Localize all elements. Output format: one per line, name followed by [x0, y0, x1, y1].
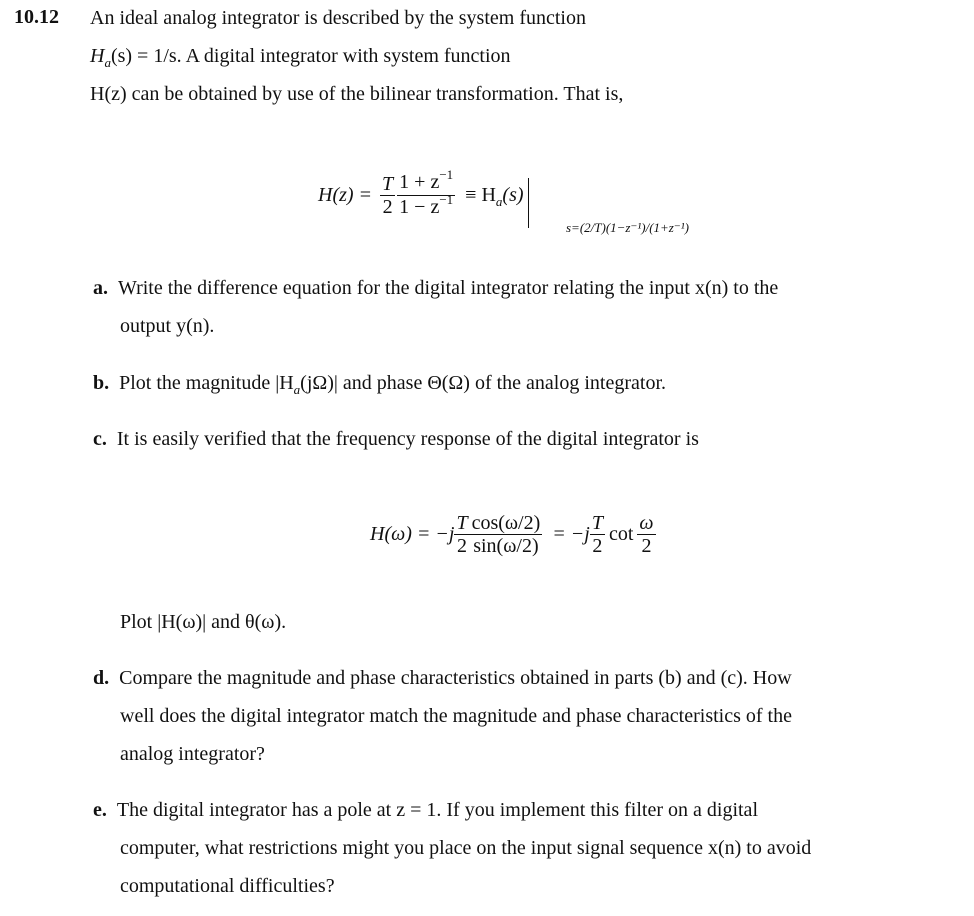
eq1-equiv-text: ≡ H [465, 183, 496, 206]
eq2-lhs: H(ω) = −j [370, 523, 455, 545]
eq2-f4-num: ω [639, 512, 654, 534]
eq1-frac-z [397, 166, 455, 220]
eq2-cot: cot [608, 523, 634, 545]
eq1-equiv-sub: a [495, 193, 503, 209]
part-c-label: c. [93, 428, 107, 450]
eq1-frac2-den: 1 − z [399, 195, 440, 218]
part-e-line-2: computer, what restrictions might you place on the input signal sequence x(n) to avoid [120, 837, 812, 859]
part-d-line-1 [93, 666, 792, 690]
eq1-lhs: H(z) = [318, 183, 373, 206]
eq1-equiv [465, 184, 523, 207]
intro-line-2 [90, 44, 511, 70]
eq2-frac-t2 [454, 512, 469, 557]
part-e-line-3: computational difficulties? [120, 875, 335, 897]
part-d-text-1: Compare the magnitude and phase characteristics obtained in parts (b) and (c). How [119, 667, 792, 689]
part-e-text-1: The digital integrator has a pole at z = 1. If you implement this filter on a digital [116, 799, 758, 821]
part-b-post: (jΩ)| and phase Θ(Ω) of the analog integrator. [300, 372, 667, 394]
intro-func: H [90, 45, 105, 67]
part-a-line-2: output y(n). [120, 315, 215, 337]
eq1-frac1-num: T [382, 172, 394, 195]
eq2-f3-num: T [591, 512, 603, 534]
eq2-f2-den: sin(ω/2) [470, 534, 543, 557]
intro-line-3: H(z) can be obtained by use of the bilinear transformation. That is, [90, 83, 624, 105]
part-e-line-1 [93, 798, 758, 822]
eq2-mid: = −j [552, 523, 590, 545]
intro-func-sub: a [104, 55, 111, 70]
eq2-frac-w2 [637, 512, 655, 557]
eq1-frac1-den: 2 [380, 195, 395, 218]
intro-func-rest: (s) = 1/s. A digital integrator with system function [110, 45, 511, 67]
eq2-f1-den: 2 [454, 534, 469, 557]
eq2-f1-num: T [456, 512, 468, 534]
part-b-pre: Plot the magnitude |H [119, 372, 294, 394]
problem-number: 10.12 [14, 6, 59, 28]
eq1-eval-bar [528, 178, 530, 228]
part-b-label: b. [93, 372, 110, 394]
eq2-frac-t2-b [590, 512, 605, 557]
eq1-frac2-den-sup: −1 [439, 191, 454, 207]
eq1-equiv-arg: (s) [502, 183, 524, 206]
part-d-line-2: well does the digital integrator match the magnitude and phase characteristics of the [120, 705, 792, 727]
eq2-f3-den: 2 [590, 534, 605, 557]
eq1-frac2-num: 1 + z [399, 170, 440, 193]
part-d-label: d. [93, 667, 110, 689]
part-c-line [93, 427, 699, 451]
part-c-text: It is easily verified that the frequency response of the digital integrator is [116, 428, 699, 450]
part-b-line [93, 371, 666, 397]
part-a-label: a. [93, 277, 108, 299]
eq1-frac2-den-wrap [397, 191, 455, 220]
eq2-frac-cos-sin [470, 512, 543, 557]
eq1-frac-t2 [380, 173, 395, 218]
part-a-line-1 [93, 276, 778, 300]
plot-instruction: Plot |H(ω)| and θ(ω). [120, 611, 287, 633]
part-d-line-3: analog integrator? [120, 743, 265, 765]
intro-line-1: An ideal analog integrator is described by the system function [90, 7, 586, 29]
part-e-label: e. [93, 799, 107, 821]
eq1-frac2-num-wrap [397, 166, 455, 195]
eq2-f4-den: 2 [637, 534, 655, 557]
eq1-eval-at: s=(2/T)(1−z⁻¹)/(1+z⁻¹) [566, 220, 689, 235]
equation-bilinear [318, 166, 529, 220]
equation-frequency-response [370, 512, 656, 557]
eq2-f2-num: cos(ω/2) [471, 512, 541, 534]
eq1-frac2-num-sup: −1 [439, 166, 454, 182]
part-a-text-1: Write the difference equation for the digital integrator relating the input x(n) to the [118, 277, 779, 299]
part-b-sub: a [293, 382, 301, 397]
